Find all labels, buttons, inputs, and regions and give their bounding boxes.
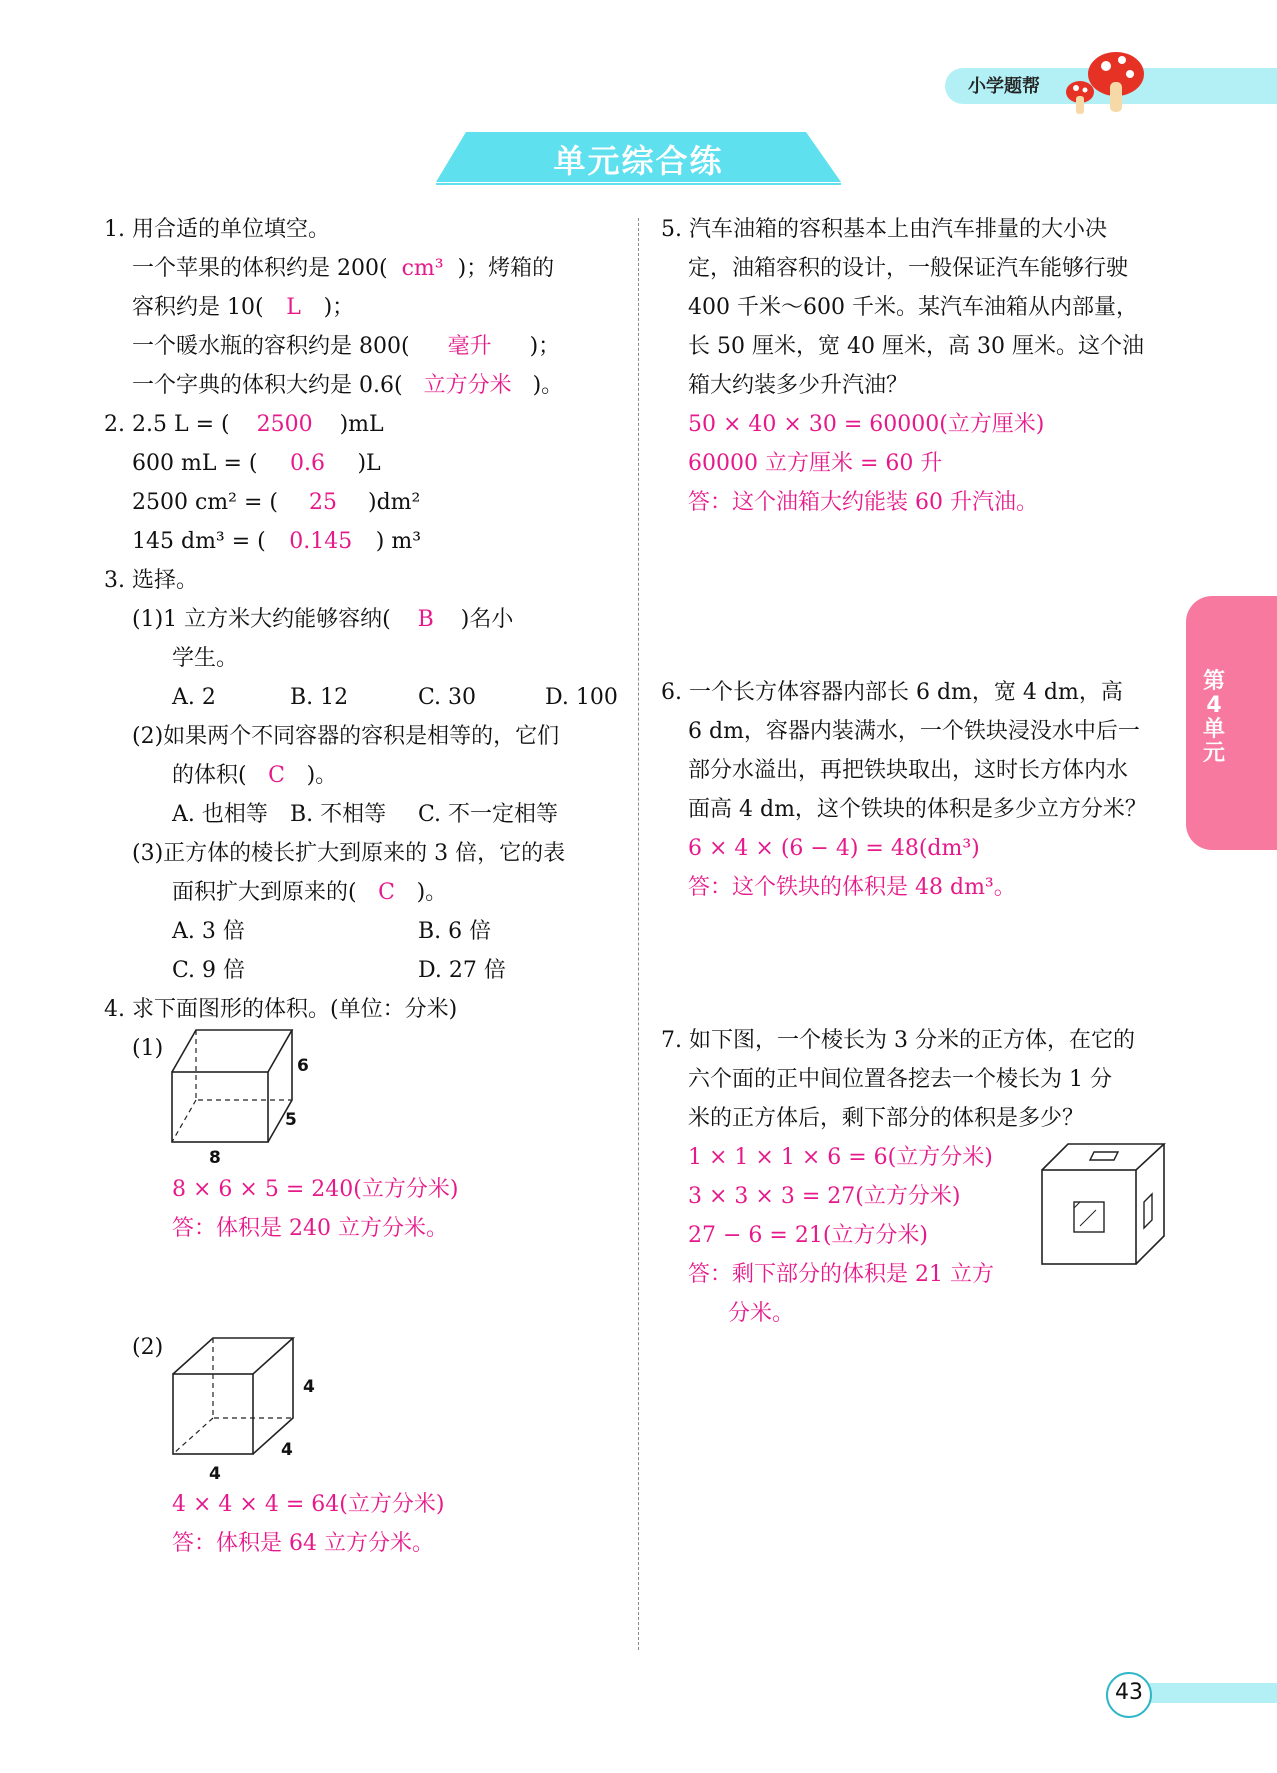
unit-side-label: 第 4 单 元 bbox=[1202, 669, 1225, 766]
q3-sub2-opt-a: A. 也相等 bbox=[172, 802, 268, 827]
q2-row4: 145 dm³ = ( 0.145 ) m³ bbox=[132, 527, 421, 557]
q2-row2: 600 mL = ( 0.6 )L bbox=[132, 449, 381, 479]
q5-line: 400 千米～600 千米。某汽车油箱从内部量， bbox=[688, 295, 1138, 320]
q5-line: 5. 汽车油箱的容积基本上由汽车排量的大小决 bbox=[661, 217, 1107, 242]
answer-blank: 2500 bbox=[256, 412, 313, 437]
answer-blank: C bbox=[378, 880, 396, 905]
q2-row3: 2500 cm² = ( 25 )dm² bbox=[132, 488, 420, 518]
cuboid-figure-1 bbox=[168, 1026, 298, 1146]
answer-blank: C bbox=[268, 763, 286, 788]
q4-part2-calc: 4 × 4 × 4 = 64(立方分米) bbox=[172, 1492, 445, 1517]
dim-label: 6 bbox=[297, 1056, 309, 1076]
q5-answer: 答：这个油箱大约能装 60 升汽油。 bbox=[688, 490, 1038, 515]
q5-line: 定，油箱容积的设计，一般保证汽车能够行驶 bbox=[688, 256, 1129, 281]
q4-part2-label: (2) bbox=[132, 1335, 164, 1360]
q3-sub3-opt-d: D. 27 倍 bbox=[418, 958, 506, 983]
answer-blank: B bbox=[417, 607, 434, 632]
answer-blank: 0.6 bbox=[289, 451, 325, 476]
q7-line: 米的正方体后，剩下部分的体积是多少？ bbox=[688, 1106, 1085, 1131]
q3-sub1-opt-c: C. 30 bbox=[418, 685, 477, 710]
q4-part1-answer: 答：体积是 240 立方分米。 bbox=[172, 1216, 448, 1241]
q6-answer: 6 × 4 × (6 − 4) = 48(dm³) bbox=[688, 836, 980, 861]
answer-blank: 立方分米 bbox=[423, 373, 512, 398]
q7-answer: 27 − 6 = 21(立方分米) bbox=[688, 1223, 928, 1248]
q3-sub1-opt-a: A. 2 bbox=[172, 685, 216, 710]
q5-answer: 60000 立方厘米 = 60 升 bbox=[688, 451, 943, 476]
page-number: 43 bbox=[1115, 1680, 1143, 1705]
dim-label: 8 bbox=[209, 1148, 221, 1168]
page-number-bar bbox=[1130, 1683, 1277, 1703]
q3-sub1-opt-d: D. 100 bbox=[545, 685, 618, 710]
q3-sub3-opt-a: A. 3 倍 bbox=[172, 919, 245, 944]
q3-sub2: (2)如果两个不同容器的容积是相等的，它们 bbox=[132, 724, 560, 749]
q1-line4: 一个字典的体积大约是 0.6( 立方分米 )。 bbox=[132, 371, 563, 401]
q3-sub1-cont: 学生。 bbox=[172, 646, 239, 671]
q6-line: 部分水溢出，再把铁块取出，这时长方体内水 bbox=[688, 758, 1129, 783]
q3-sub3: (3)正方体的棱长扩大到原来的 3 倍，它的表 bbox=[132, 841, 566, 866]
q7-line: 六个面的正中间位置各挖去一个棱长为 1 分 bbox=[688, 1067, 1112, 1092]
answer-blank: 25 bbox=[309, 490, 337, 515]
q6-line: 6 dm，容器内装满水，一个铁块浸没水中后一 bbox=[688, 719, 1140, 744]
q1-line1: 一个苹果的体积约是 200( cm³ )；烤箱的 bbox=[132, 254, 554, 284]
q4-part1-calc: 8 × 6 × 5 = 240(立方分米) bbox=[172, 1177, 459, 1202]
page-title: 单元综合练 bbox=[553, 142, 724, 180]
dim-label: 4 bbox=[303, 1377, 315, 1397]
q6-answer: 答：这个铁块的体积是 48 dm³。 bbox=[688, 875, 1016, 900]
dim-label: 4 bbox=[209, 1464, 221, 1484]
q4-part2-answer: 答：体积是 64 立方分米。 bbox=[172, 1531, 434, 1556]
q5-line: 长 50 厘米，宽 40 厘米，高 30 厘米。这个油 bbox=[688, 334, 1144, 359]
q1-line2: 容积约是 10( L )； bbox=[132, 293, 354, 323]
q7-answer: 3 × 3 × 3 = 27(立方分米) bbox=[688, 1184, 961, 1209]
answer-blank: 毫升 bbox=[447, 334, 492, 359]
q7-answer: 答：剩下部分的体积是 21 立方 bbox=[688, 1262, 994, 1287]
q4-part1-label: (1) bbox=[132, 1036, 164, 1061]
q3-sub3-opt-c: C. 9 倍 bbox=[172, 958, 246, 983]
q6-line: 6. 一个长方体容器内部长 6 dm，宽 4 dm，高 bbox=[661, 680, 1123, 705]
answer-blank: L bbox=[286, 295, 301, 320]
q5-answer: 50 × 40 × 30 = 60000(立方厘米) bbox=[688, 412, 1045, 437]
answer-blank: 0.145 bbox=[289, 529, 353, 554]
q7-answer: 分米。 bbox=[728, 1301, 795, 1326]
q2-row1: 2. 2.5 L = ( 2500 )mL bbox=[104, 410, 384, 440]
brand-label: 小学题帮 bbox=[968, 76, 1040, 97]
q3-sub1: (1)1 立方米大约能够容纳( B )名小 bbox=[132, 605, 513, 635]
q3-sub2-cont: 的体积( C )。 bbox=[172, 761, 337, 791]
q3-sub2-opt-c: C. 不一定相等 bbox=[418, 802, 559, 827]
q3-sub3-opt-b: B. 6 倍 bbox=[418, 919, 492, 944]
q1-line3: 一个暖水瓶的容积约是 800( 毫升 )； bbox=[132, 332, 560, 362]
hollowed-cube-figure bbox=[1036, 1140, 1171, 1270]
q5-line: 箱大约装多少升汽油？ bbox=[688, 373, 909, 398]
q3-sub3-cont: 面积扩大到原来的( C )。 bbox=[172, 878, 447, 908]
q1-stem: 1. 用合适的单位填空。 bbox=[104, 217, 330, 242]
q3-sub1-opt-b: B. 12 bbox=[290, 685, 349, 710]
q3-sub2-opt-b: B. 不相等 bbox=[290, 802, 387, 827]
q6-line: 面高 4 dm，这个铁块的体积是多少立方分米？ bbox=[688, 797, 1147, 822]
dim-label: 5 bbox=[285, 1110, 297, 1130]
answer-blank: cm³ bbox=[401, 256, 444, 281]
q7-line: 7. 如下图，一个棱长为 3 分米的正方体，在它的 bbox=[661, 1028, 1135, 1053]
dim-label: 4 bbox=[281, 1440, 293, 1460]
q7-answer: 1 × 1 × 1 × 6 = 6(立方分米) bbox=[688, 1145, 993, 1170]
q3-stem: 3. 选择。 bbox=[104, 568, 198, 593]
column-divider bbox=[638, 218, 639, 1650]
mushroom-icon bbox=[1060, 44, 1150, 116]
q4-stem: 4. 求下面图形的体积。(单位：分米) bbox=[104, 997, 458, 1022]
